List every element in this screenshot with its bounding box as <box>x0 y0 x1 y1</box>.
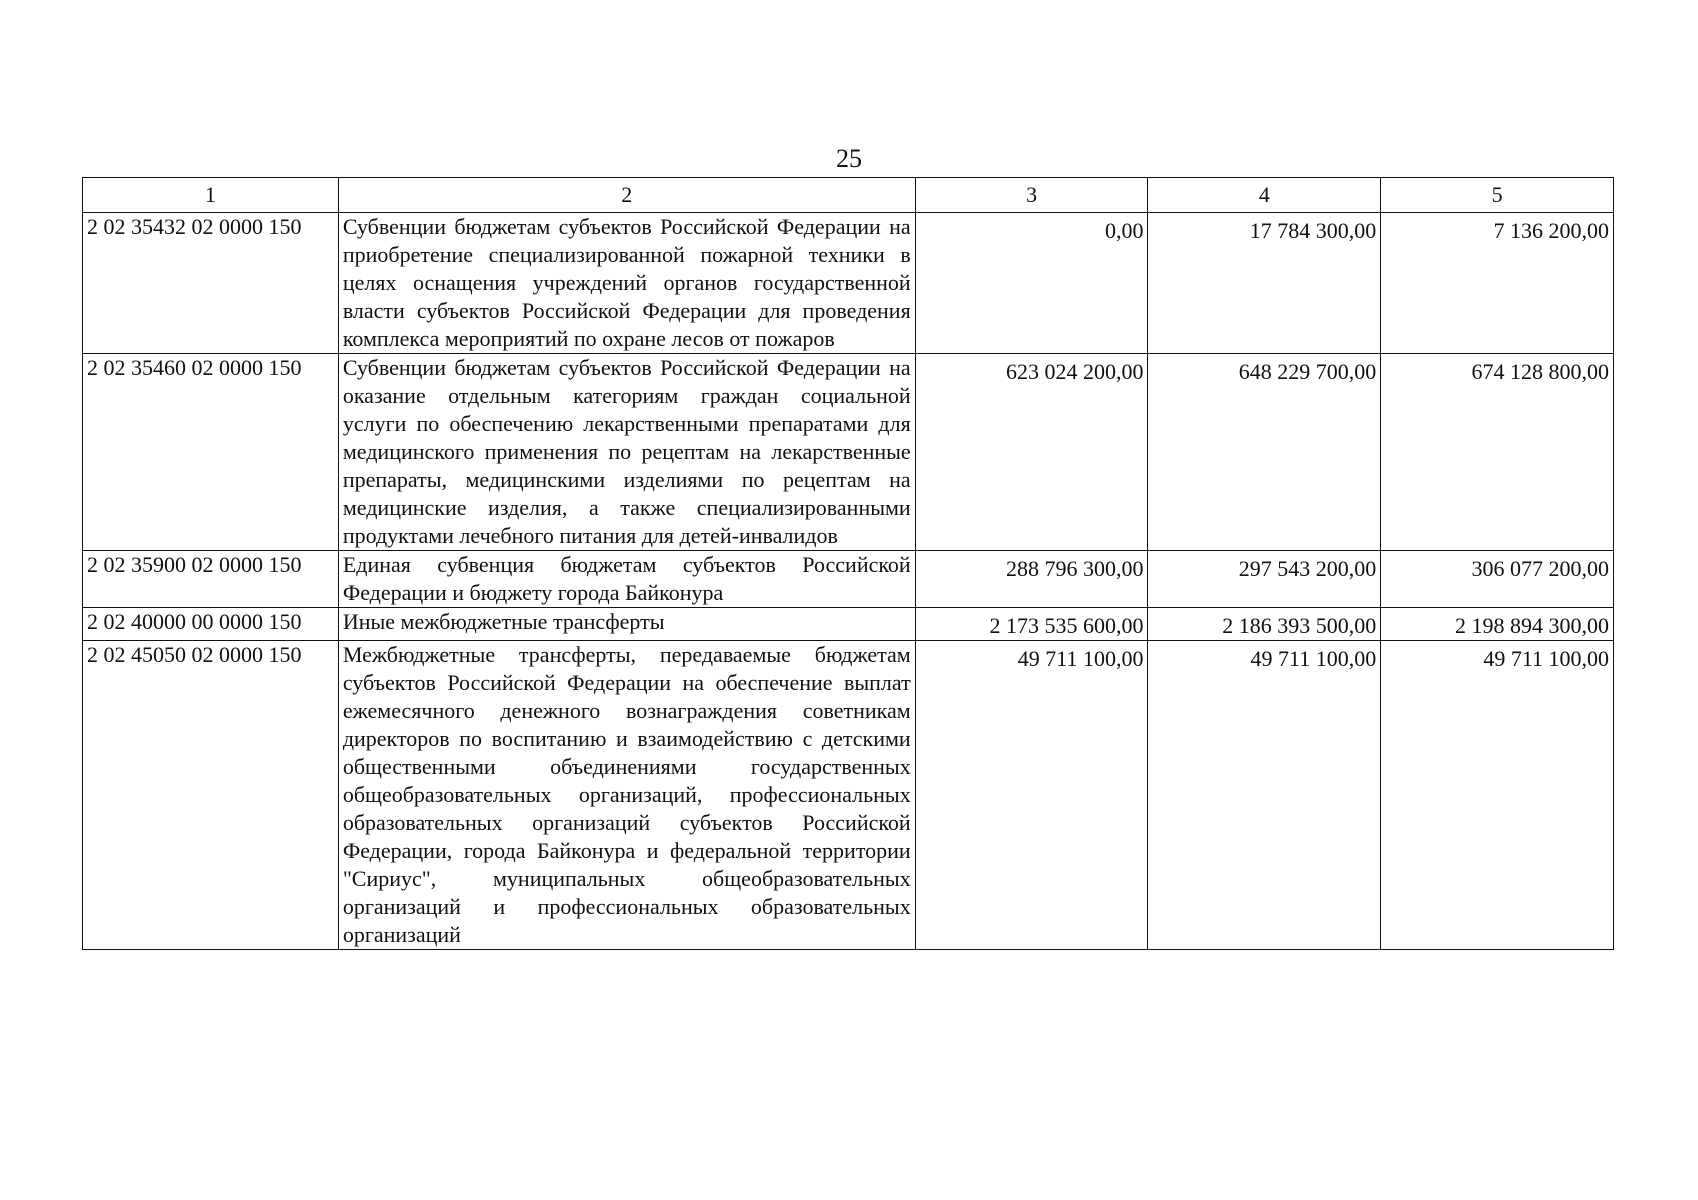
amount-value: 0,00 <box>1104 218 1144 243</box>
header-col-3: 3 <box>915 178 1148 213</box>
amount-value: 17 784 300,00 <box>1249 218 1377 243</box>
amount-col-3 <box>915 551 1148 608</box>
budget-code: 2 02 35432 02 0000 150 <box>83 213 339 354</box>
amount-value: 623 024 200,00 <box>1005 359 1144 384</box>
table-row <box>83 641 1614 950</box>
page-number: 25 <box>836 144 862 173</box>
budget-code: 2 02 45050 02 0000 150 <box>83 641 339 950</box>
amount-value: 674 128 800,00 <box>1471 359 1609 384</box>
table-row <box>83 213 1614 354</box>
table-row <box>83 354 1614 551</box>
amount-value: 49 711 100,00 <box>1017 646 1144 671</box>
header-col-5: 5 <box>1381 178 1614 213</box>
table-row <box>83 551 1614 608</box>
header-row <box>83 178 1614 213</box>
amount-col-3 <box>915 213 1148 354</box>
amount-col-3 <box>915 608 1148 641</box>
budget-code: 2 02 40000 00 0000 150 <box>83 608 339 641</box>
header-col-2: 2 <box>338 178 915 213</box>
amount-value: 2 198 894 300,00 <box>1455 613 1609 638</box>
item-name: Субвенции бюджетам субъектов Российской Федерации на оказание отдельным категориям граждан социальной услуги по обеспечению лекарственными препаратами для медицинского применения по рецептам на лекарственные препараты, медицинскими изделиями по рецептам на медицинские изделия, а также специализированными продуктами лечебного питания для детей-инвалидов <box>338 354 915 551</box>
item-name: Субвенции бюджетам субъектов Российской Федерации на приобретение специализированной пожарной техники в целях оснащения учреждений органов государственной власти субъектов Российской Федерации для проведения комплекса мероприятий по охране лесов от пожаров <box>338 213 915 354</box>
amount-col-5 <box>1381 213 1614 354</box>
amount-col-5 <box>1381 551 1614 608</box>
table-row <box>83 608 1614 641</box>
amount-value: 49 711 100,00 <box>1250 646 1377 671</box>
budget-code: 2 02 35460 02 0000 150 <box>83 354 339 551</box>
amount-col-3 <box>915 354 1148 551</box>
budget-code: 2 02 35900 02 0000 150 <box>83 551 339 608</box>
budget-table <box>82 177 1614 950</box>
header-col-4: 4 <box>1148 178 1381 213</box>
amount-col-5 <box>1381 608 1614 641</box>
amount-col-4 <box>1148 354 1381 551</box>
amount-value: 288 796 300,00 <box>1005 556 1144 581</box>
amount-col-4 <box>1148 641 1381 950</box>
amount-value: 2 173 535 600,00 <box>989 613 1144 638</box>
amount-value: 49 711 100,00 <box>1483 646 1609 671</box>
item-name: Единая субвенция бюджетам субъектов Российской Федерации и бюджету города Байконура <box>338 551 915 608</box>
amount-col-5 <box>1381 354 1614 551</box>
amount-col-5 <box>1381 641 1614 950</box>
amount-col-4 <box>1148 608 1381 641</box>
amount-value: 648 229 700,00 <box>1238 359 1377 384</box>
amount-col-4 <box>1148 551 1381 608</box>
header-col-1: 1 <box>83 178 339 213</box>
amount-value: 2 186 393 500,00 <box>1222 613 1377 638</box>
amount-col-4 <box>1148 213 1381 354</box>
amount-value: 7 136 200,00 <box>1493 218 1609 243</box>
item-name: Иные межбюджетные трансферты <box>338 608 915 641</box>
amount-value: 297 543 200,00 <box>1238 556 1377 581</box>
item-name: Межбюджетные трансферты, передаваемые бюджетам субъектов Российской Федерации на обеспечение выплат ежемесячного денежного вознаграждения советникам директоров по воспитанию и взаимодействию с детскими общественными объединениями государственных общеобразовательных организаций, профессиональных образовательных организаций субъектов Российской Федерации, города Байконура и федеральной территории "Сириус", муниципальных общеобразовательных организаций и профессиональных образовательных организаций <box>338 641 915 950</box>
amount-col-3 <box>915 641 1148 950</box>
amount-value: 306 077 200,00 <box>1471 556 1609 581</box>
